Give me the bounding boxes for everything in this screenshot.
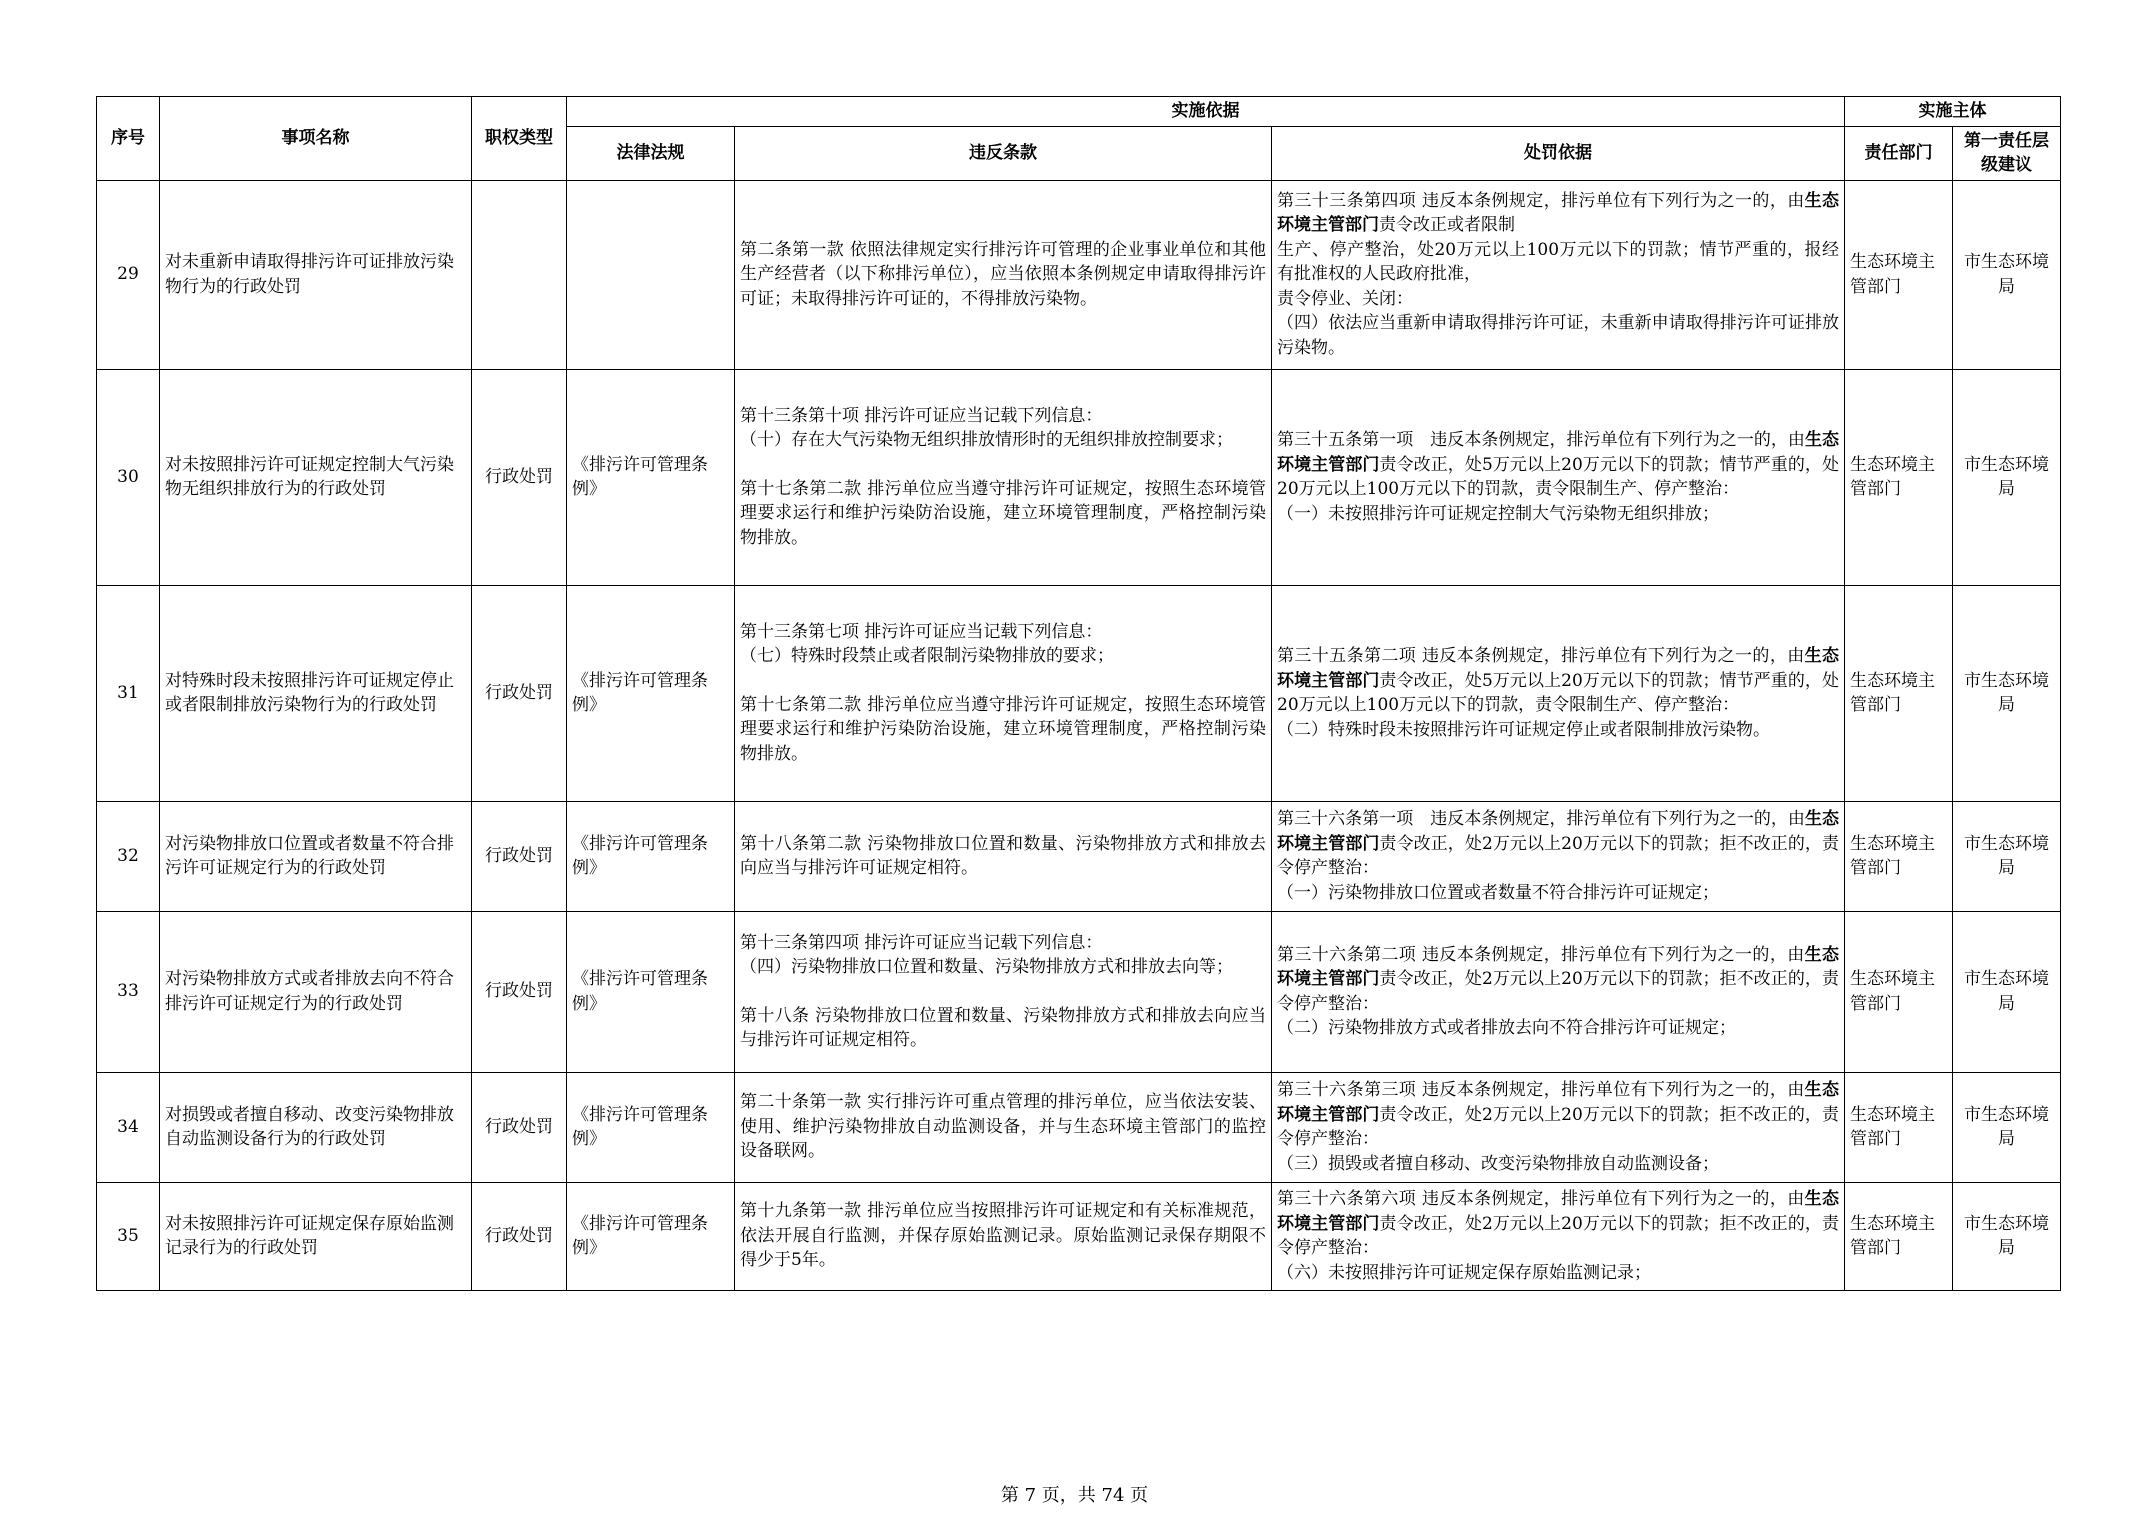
violation-paragraph: 第二十条第一款 实行排污许可重点管理的排污单位，应当依法安装、使用、维护污染物排放自动监测设备，并与生态环境主管部门的监控设备联网。 bbox=[740, 1092, 1266, 1162]
row-violation bbox=[735, 1182, 1272, 1290]
row-dept: 生态环境主管部门 bbox=[1845, 180, 1953, 369]
header-level: 第一责任层级建议 bbox=[1953, 126, 2061, 180]
penalty-text-pre: 第三十六条第六项 违反本条例规定，排污单位有下列行为之一的，由 bbox=[1277, 1189, 1805, 1209]
penalty-text-post: 责令改正，处5万元以上20万元以下的罚款；情节严重的，处20万元以上100万元以下的罚款，责令限制生产、停产整治： （二）特殊时段未按照排污许可证规定停止或者限制排放污染物。 bbox=[1277, 670, 1840, 740]
header-subject-group: 实施主体 bbox=[1845, 97, 2061, 127]
row-law: 《排污许可管理条例》 bbox=[567, 585, 735, 801]
header-violation: 违反条款 bbox=[735, 126, 1272, 180]
row-penalty bbox=[1272, 369, 1845, 585]
row-power-type: 行政处罚 bbox=[472, 585, 567, 801]
penalty-text-pre: 第三十六条第二项 违反本条例规定，排污单位有下列行为之一的，由 bbox=[1277, 944, 1805, 965]
row-power-type: 行政处罚 bbox=[472, 1182, 567, 1290]
row-level: 市生态环境局 bbox=[1953, 369, 2061, 585]
row-law: 《排污许可管理条例》 bbox=[567, 911, 735, 1072]
row-dept: 生态环境主管部门 bbox=[1845, 1182, 1953, 1290]
row-power-type: 行政处罚 bbox=[472, 801, 567, 911]
header-seq: 序号 bbox=[97, 97, 160, 181]
penalty-paragraph bbox=[1277, 1078, 1839, 1176]
row-law: 《排污许可管理条例》 bbox=[567, 1072, 735, 1182]
row-level: 市生态环境局 bbox=[1953, 585, 2061, 801]
row-penalty bbox=[1272, 911, 1845, 1072]
row-dept: 生态环境主管部门 bbox=[1845, 369, 1953, 585]
row-power-type: 行政处罚 bbox=[472, 1072, 567, 1182]
violation-paragraph: 第二条第一款 依照法律规定实行排污许可管理的企业事业单位和其他生产经营者（以下称排污单位），应当依照本条例规定申请取得排污许可证；未取得排污许可证的，不得排放污染物。 bbox=[740, 239, 1266, 309]
penalty-text-pre: 第三十三条第四项 违反本条例规定，排污单位有下列行为之一的，由 bbox=[1277, 190, 1805, 211]
row-item-name: 对特殊时段未按照排污许可证规定停止或者限制排放污染物行为的行政处罚 bbox=[160, 585, 472, 801]
row-violation bbox=[735, 801, 1272, 911]
penalty-authority: 生态环境主管部门 bbox=[1277, 944, 1840, 989]
violation-paragraph: 第十八条第二款 污染物排放口位置和数量、污染物排放方式和排放去向应当与排污许可证规定相符。 bbox=[740, 833, 1266, 878]
penalty-paragraph bbox=[1277, 428, 1839, 526]
header-law: 法律法规 bbox=[567, 126, 735, 180]
row-violation bbox=[735, 585, 1272, 801]
violation-paragraph: 第十九条第一款 排污单位应当按照排污许可证规定和有关标准规范，依法开展自行监测，并保存原始监测记录。原始监测记录保存期限不得少于5年。 bbox=[740, 1201, 1266, 1271]
header-dept: 责任部门 bbox=[1845, 126, 1953, 180]
row-penalty bbox=[1272, 585, 1845, 801]
table-row bbox=[97, 369, 2061, 585]
row-seq: 31 bbox=[97, 585, 160, 801]
violation-paragraph: 第十三条第七项 排污许可证应当记载下列信息： （七）特殊时段禁止或者限制污染物排放的要求； bbox=[740, 621, 1114, 667]
table-row bbox=[97, 1182, 2061, 1290]
row-violation bbox=[735, 911, 1272, 1072]
penalty-text-pre: 第三十五条第一项 违反本条例规定，排污单位有下列行为之一的，由 bbox=[1277, 430, 1805, 450]
row-item-name: 对污染物排放方式或者排放去向不符合排污许可证规定行为的行政处罚 bbox=[160, 911, 472, 1072]
violation-paragraph: 第十三条第四项 排污许可证应当记载下列信息： （四）污染物排放口位置和数量、污染物排放方式和排放去向等； bbox=[740, 932, 1233, 977]
row-penalty bbox=[1272, 180, 1845, 369]
penalty-text-pre: 第三十六条第三项 违反本条例规定，排污单位有下列行为之一的，由 bbox=[1277, 1080, 1805, 1100]
row-seq: 29 bbox=[97, 180, 160, 369]
penalty-text-post: 责令改正，处2万元以上20万元以下的罚款；拒不改正的，责令停产整治： （三）损毁或者擅自移动、改变污染物排放自动监测设备； bbox=[1277, 1104, 1840, 1174]
page-number: 第 7 页，共 74 页 bbox=[1000, 1485, 1149, 1506]
violation-paragraph: 第十七条第二款 排污单位应当遵守排污许可证规定，按照生态环境管理要求运行和维护污染防治设施，建立环境管理制度，严格控制污染物排放。 bbox=[740, 694, 1266, 764]
header-item-name: 事项名称 bbox=[160, 97, 472, 181]
penalty-authority: 生态环境主管部门 bbox=[1277, 190, 1840, 236]
penalty-authority: 生态环境主管部门 bbox=[1277, 430, 1839, 475]
header-penalty: 处罚依据 bbox=[1272, 126, 1845, 180]
violation-paragraph: 第十七条第二款 排污单位应当遵守排污许可证规定，按照生态环境管理要求运行和维护污染防治设施，建立环境管理制度，严格控制污染物排放。 bbox=[740, 478, 1266, 548]
row-law: 《排污许可管理条例》 bbox=[567, 1182, 735, 1290]
penalty-paragraph bbox=[1277, 189, 1839, 361]
row-power-type bbox=[472, 180, 567, 369]
penalty-authority: 生态环境主管部门 bbox=[1277, 1189, 1840, 1234]
row-law: 《排污许可管理条例》 bbox=[567, 801, 735, 911]
penalty-paragraph bbox=[1277, 1187, 1839, 1285]
row-law bbox=[567, 180, 735, 369]
row-dept: 生态环境主管部门 bbox=[1845, 1072, 1953, 1182]
row-dept: 生态环境主管部门 bbox=[1845, 801, 1953, 911]
violation-paragraph: 第十三条第十项 排污许可证应当记载下列信息： （十）存在大气污染物无组织排放情形时的无组织排放控制要求； bbox=[740, 405, 1233, 451]
penalty-authority: 生态环境主管部门 bbox=[1277, 1080, 1840, 1125]
row-level: 市生态环境局 bbox=[1953, 911, 2061, 1072]
penalty-text-post: 责令改正，处2万元以上20万元以下的罚款；拒不改正的，责令停产整治： （六）未按照排污许可证规定保存原始监测记录； bbox=[1277, 1213, 1840, 1283]
penalty-text-post: 责令改正，处5万元以上20万元以下的罚款；情节严重的，处20万元以上100万元以下的罚款，责令限制生产、停产整治： （一）未按照排污许可证规定控制大气污染物无组织排放； bbox=[1277, 454, 1840, 524]
row-seq: 34 bbox=[97, 1072, 160, 1182]
table-row bbox=[97, 801, 2061, 911]
table-row bbox=[97, 1072, 2061, 1182]
row-seq: 32 bbox=[97, 801, 160, 911]
row-violation bbox=[735, 369, 1272, 585]
table-header bbox=[97, 97, 2061, 181]
penalty-text-post: 责令改正，处2万元以上20万元以下的罚款；拒不改正的，责令停产整治： （一）污染物排放口位置或者数量不符合排污许可证规定； bbox=[1277, 833, 1840, 903]
row-level: 市生态环境局 bbox=[1953, 180, 2061, 369]
table-row bbox=[97, 180, 2061, 369]
table-row bbox=[97, 911, 2061, 1072]
row-level: 市生态环境局 bbox=[1953, 1182, 2061, 1290]
row-level: 市生态环境局 bbox=[1953, 1072, 2061, 1182]
row-seq: 33 bbox=[97, 911, 160, 1072]
row-level: 市生态环境局 bbox=[1953, 801, 2061, 911]
row-power-type: 行政处罚 bbox=[472, 911, 567, 1072]
penalty-authority: 生态环境主管部门 bbox=[1277, 809, 1839, 854]
row-dept: 生态环境主管部门 bbox=[1845, 911, 1953, 1072]
row-penalty bbox=[1272, 1182, 1845, 1290]
row-seq: 30 bbox=[97, 369, 160, 585]
penalty-text-post: 责令改正，处2万元以上20万元以下的罚款；拒不改正的，责令停产整治： （二）污染物排放方式或者排放去向不符合排污许可证规定； bbox=[1277, 969, 1840, 1038]
row-item-name: 对未按照排污许可证规定保存原始监测记录行为的行政处罚 bbox=[160, 1182, 472, 1290]
penalty-paragraph bbox=[1277, 943, 1839, 1041]
penalty-text-pre: 第三十六条第一项 违反本条例规定，排污单位有下列行为之一的，由 bbox=[1277, 809, 1805, 829]
enforcement-items-table bbox=[96, 96, 2061, 1291]
row-seq: 35 bbox=[97, 1182, 160, 1290]
header-power-type: 职权类型 bbox=[472, 97, 567, 181]
table-body bbox=[97, 180, 2061, 1290]
row-power-type: 行政处罚 bbox=[472, 369, 567, 585]
row-violation bbox=[735, 180, 1272, 369]
row-violation bbox=[735, 1072, 1272, 1182]
row-item-name: 对损毁或者擅自移动、改变污染物排放自动监测设备行为的行政处罚 bbox=[160, 1072, 472, 1182]
row-penalty bbox=[1272, 1072, 1845, 1182]
row-penalty bbox=[1272, 801, 1845, 911]
violation-paragraph: 第十八条 污染物排放口位置和数量、污染物排放方式和排放去向应当与排污许可证规定相符。 bbox=[740, 1005, 1266, 1050]
header-basis-group: 实施依据 bbox=[567, 97, 1845, 127]
penalty-paragraph bbox=[1277, 644, 1839, 742]
row-item-name: 对未重新申请取得排污许可证排放污染物行为的行政处罚 bbox=[160, 180, 472, 369]
row-dept: 生态环境主管部门 bbox=[1845, 585, 1953, 801]
row-law: 《排污许可管理条例》 bbox=[567, 369, 735, 585]
row-item-name: 对污染物排放口位置或者数量不符合排污许可证规定行为的行政处罚 bbox=[160, 801, 472, 911]
penalty-text-post: 责令改正或者限制 生产、停产整治，处20万元以上100万元以下的罚款；情节严重的，报经有批准权的人民政府批准， 责令停业、关闭： （四）依法应当重新申请取得排污许可证，未重新申请取得排污许可证排放污染物。 bbox=[1277, 215, 1839, 358]
penalty-text-pre: 第三十五条第二项 违反本条例规定，排污单位有下列行为之一的，由 bbox=[1277, 646, 1805, 666]
penalty-paragraph bbox=[1277, 807, 1839, 905]
penalty-authority: 生态环境主管部门 bbox=[1277, 646, 1840, 691]
row-item-name: 对未按照排污许可证规定控制大气污染物无组织排放行为的行政处罚 bbox=[160, 369, 472, 585]
table-row bbox=[97, 585, 2061, 801]
